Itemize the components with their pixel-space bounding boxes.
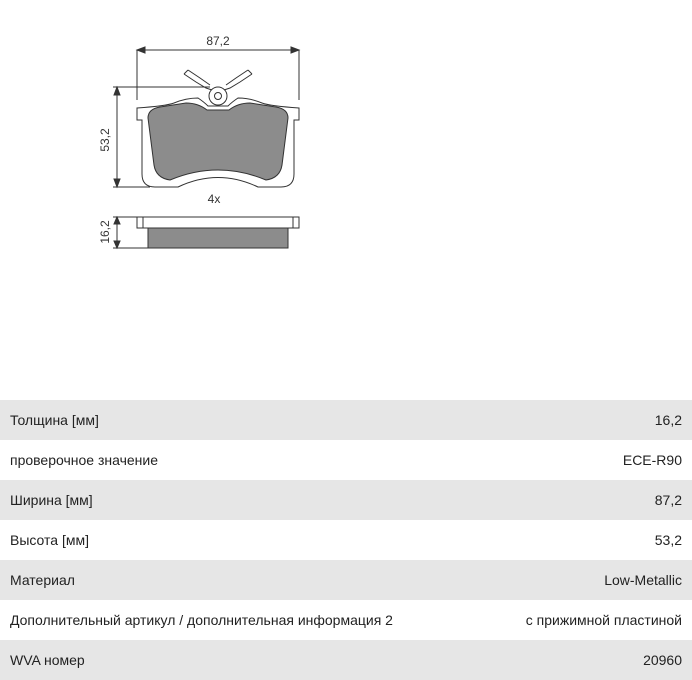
specifications-table bbox=[0, 400, 692, 680]
width-dimension-label: 87,2 bbox=[206, 34, 230, 48]
side-view-backing-plate bbox=[137, 217, 299, 228]
quantity-label: 4x bbox=[207, 192, 221, 206]
spec-value: 87,2 bbox=[654, 492, 682, 508]
spec-label: WVA номер bbox=[10, 652, 85, 668]
spec-label: Высота [мм] bbox=[10, 532, 89, 548]
spec-value: Low-Metallic bbox=[604, 572, 682, 588]
friction-material bbox=[148, 103, 288, 180]
height-dimension-label: 53,2 bbox=[98, 128, 112, 152]
spec-value: 20960 bbox=[643, 652, 682, 668]
spec-label: Материал bbox=[10, 572, 75, 588]
spec-row-wva-number bbox=[0, 640, 692, 680]
spec-value: с прижимной пластиной bbox=[525, 612, 682, 628]
spec-value: 53,2 bbox=[654, 532, 682, 548]
spec-row-thickness bbox=[0, 400, 692, 440]
side-view-friction-material bbox=[148, 228, 288, 248]
spec-label: Ширина [мм] bbox=[10, 492, 93, 508]
spec-row-height bbox=[0, 520, 692, 560]
spec-row-width bbox=[0, 480, 692, 520]
spec-label: проверочное значение bbox=[10, 452, 159, 468]
spec-label: Дополнительный артикул / дополнительная информация 2 bbox=[10, 612, 393, 628]
spec-row-material bbox=[0, 560, 692, 600]
spec-value: ECE-R90 bbox=[622, 452, 682, 468]
spec-label: Толщина [мм] bbox=[10, 412, 99, 428]
thickness-dimension-label: 16,2 bbox=[98, 220, 112, 244]
spec-row-additional-info bbox=[0, 600, 692, 640]
spec-row-test-value bbox=[0, 440, 692, 480]
spec-value: 16,2 bbox=[654, 412, 682, 428]
